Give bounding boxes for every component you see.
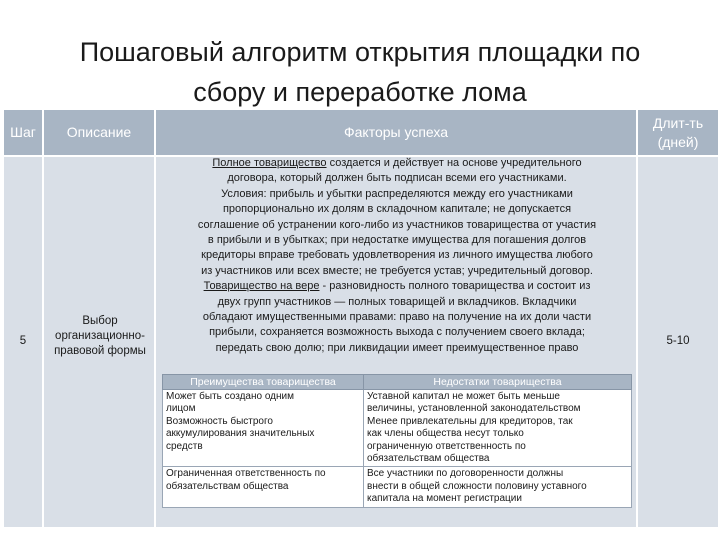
advantage-line: лицом bbox=[166, 403, 196, 415]
success-factors-text bbox=[162, 156, 632, 356]
factors-text: прибыли, сохраняется возможность выхода с получением своего вклада; bbox=[209, 326, 585, 339]
disadvantage-line: величины, установленной законодательством bbox=[367, 403, 581, 415]
factors-line bbox=[162, 218, 632, 233]
description-line: организационно- bbox=[55, 330, 145, 342]
factors-term: Полное товарищество bbox=[212, 157, 327, 169]
disadvantage-line: капитала на момент регистрации bbox=[367, 493, 522, 505]
disadvantage-cell bbox=[364, 467, 632, 507]
duration-value: 5-10 bbox=[666, 335, 690, 347]
page-title bbox=[20, 32, 700, 112]
disadvantage-line: Все участники по договоренности должны bbox=[367, 468, 564, 480]
factors-line bbox=[162, 233, 632, 248]
factors-term: Товарищество на вере bbox=[203, 280, 320, 293]
table-row bbox=[163, 390, 632, 467]
advantage-line: Может быть создано одним bbox=[166, 391, 294, 402]
advantages-header: Преимущества товарищества bbox=[163, 375, 364, 390]
factors-text: из участников или всех вместе; не требуется устав; учредительный договор. bbox=[201, 264, 593, 277]
disadvantage-line: ограниченную ответственность по bbox=[367, 440, 526, 452]
factors-text: Условия: прибыль и убытки распределяются между его участниками bbox=[221, 187, 573, 200]
header-step: Шаг bbox=[4, 110, 42, 155]
disadvantage-line: как члены общества несут только bbox=[367, 428, 524, 440]
title-line-1: Пошаговый алгоритм открытия площадки по bbox=[79, 37, 641, 67]
description-line: Выбор bbox=[82, 315, 118, 327]
factors-line bbox=[162, 295, 632, 310]
factors-text: в прибыли и в убытках; при недостатке имущества для погашения долгов bbox=[207, 234, 587, 247]
disadvantages-header: Недостатки товарищества bbox=[364, 375, 632, 390]
header-duration-line-2: (дней) bbox=[657, 133, 699, 150]
factors-text: договора, который должен быть подписан всеми его участниками. bbox=[227, 172, 567, 185]
advantage-line: аккумулирования значительных bbox=[166, 428, 315, 440]
header-duration-line-1: Длит-ть bbox=[652, 114, 704, 131]
factors-text: - разновидность полного товарищества и состоит из bbox=[319, 280, 591, 293]
advantage-line: Ограниченная ответственность по bbox=[166, 468, 326, 480]
advantage-cell bbox=[163, 467, 364, 507]
step-number: 5 bbox=[19, 335, 27, 347]
factors-text: обладают имущественными правами: право на получение на их доли части bbox=[202, 311, 592, 324]
disadvantage-line: Уставной капитал не может быть меньше bbox=[367, 391, 560, 402]
header-factors: Факторы успеха bbox=[156, 110, 636, 155]
factors-text: кредиторы вправе требовать удовлетворения из личного имущества любого bbox=[201, 249, 593, 262]
advantage-line: средств bbox=[166, 440, 203, 452]
factors-line bbox=[162, 202, 632, 217]
factors-text: соглашение об устранении кого-либо из участников товарищества от участия bbox=[197, 218, 597, 231]
factors-text: пропорционально их долям в складочном капитале; не допускается bbox=[222, 203, 572, 216]
description-line: правовой формы bbox=[54, 345, 146, 357]
factors-line bbox=[162, 341, 632, 356]
step-description bbox=[44, 314, 156, 359]
comparison-table bbox=[162, 374, 632, 508]
factors-text: передать свою долю; при ликвидации имеет преимущественное право bbox=[215, 341, 579, 354]
disadvantage-line: обязательствам общества bbox=[367, 453, 490, 465]
factors-line bbox=[162, 325, 632, 340]
factors-line bbox=[162, 171, 632, 186]
factors-line bbox=[162, 156, 632, 171]
factors-line bbox=[162, 310, 632, 325]
factors-line bbox=[162, 248, 632, 263]
factors-line bbox=[162, 264, 632, 279]
table-row bbox=[163, 467, 632, 507]
title-line-2: сбору и переработке лома bbox=[193, 77, 527, 107]
advantage-line: обязательствам общества bbox=[166, 480, 289, 492]
factors-line bbox=[162, 187, 632, 202]
factors-text: создается и действует на основе учредительного bbox=[326, 157, 582, 169]
advantage-cell bbox=[163, 390, 364, 467]
factors-text: двух групп участников — полных товарищей и вкладчиков. Вкладчики bbox=[217, 295, 577, 308]
header-duration bbox=[638, 110, 718, 155]
header-description: Описание bbox=[44, 110, 154, 155]
advantage-line: Возможность быстрого bbox=[166, 415, 273, 427]
disadvantage-line: Менее привлекательны для кредиторов, так bbox=[367, 415, 573, 427]
factors-line bbox=[162, 279, 632, 294]
disadvantage-cell bbox=[364, 390, 632, 467]
disadvantage-line: внести в общей сложности половину уставного bbox=[367, 480, 587, 492]
